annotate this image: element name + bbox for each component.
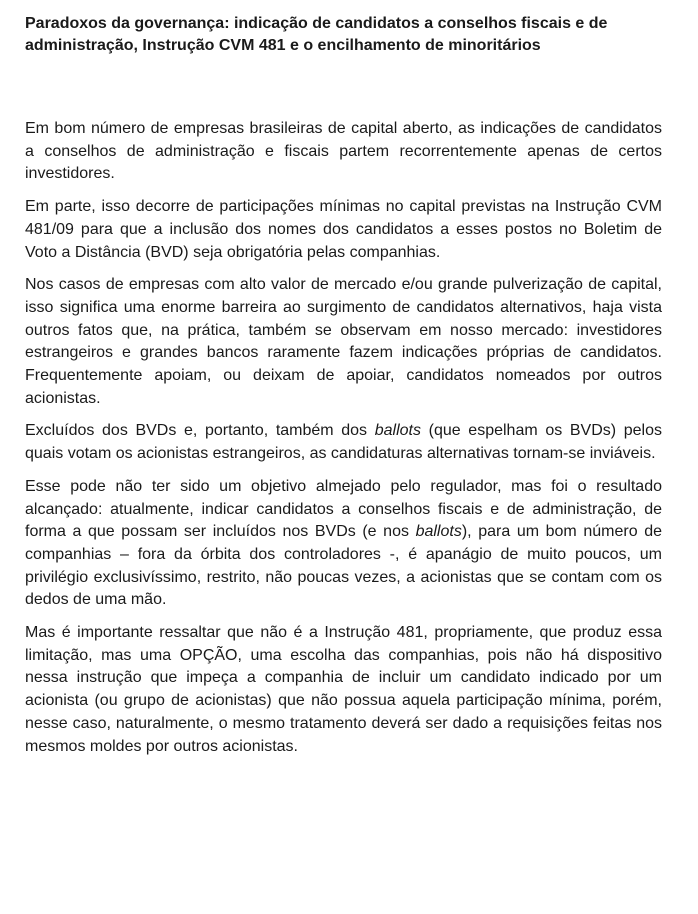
paragraph-6: Mas é importante ressaltar que não é a Instrução 481, propriamente, que produz essa limitação, mas uma OPÇÃO, uma escolha das companhias, pois não há dispositivo nessa instrução que impeça a companhia de incluir um candidato indicado por um acionista (ou grupo de acionistas) que não possua aquela participação mínima, porém, nesse caso, naturalmente, o mesmo tratamento deverá ser dado a requisições feitas nos mesmos moldes por outros acionistas.: [25, 624, 662, 755]
paragraph-1: Em bom número de empresas brasileiras de capital aberto, as indicações de candidatos a conselhos de administração e fiscais partem recorrentemente apenas de certos investidores.: [25, 120, 662, 183]
paragraph-3: Nos casos de empresas com alto valor de mercado e/ou grande pulverização de capital, isso significa uma enorme barreira ao surgimento de candidatos alternativos, haja vista outros fatos que, na prática, também se observam em nosso mercado: investidores estrangeiros e grandes bancos raramente fazem indicações próprias de candidatos. Frequentemente apoiam, ou deixam de apoiar, candidatos nomeados por outros acionistas.: [25, 276, 662, 407]
paragraph-4-italic-term: ballots: [374, 422, 421, 440]
paragraph-5-text-end: ), para um bom número de companhias – fora da órbita dos controladores -, é apanágio de muito poucos, um privilégio exclusivíssimo, restrito, não poucas vezes, a acionistas que se contam com os dedos de uma mão.: [25, 523, 663, 609]
document-title: Paradoxos da governança: indicação de candidatos a conselhos fiscais e de administração, Instrução CVM 481 e o encilhamento de minoritários: [25, 15, 608, 54]
paragraph-5: [25, 476, 662, 612]
paragraph-4: [25, 420, 662, 465]
paragraph-5-italic-term: ballots: [415, 523, 462, 541]
paragraph-4-text-start: Excluídos dos BVDs e, portanto, também dos: [25, 422, 375, 440]
document-page: [25, 13, 662, 768]
paragraph-2: Em parte, isso decorre de participações mínimas no capital previstas na Instrução CVM 481/09 para que a inclusão dos nomes dos candidatos a esses postos no Boletim de Voto a Distância (BVD) seja obrigatória pelas companhias.: [25, 198, 662, 261]
paragraph-4-text-end: (que espelham os BVDs) pelos quais votam os acionistas estrangeiros, as candidaturas alternativas tornam-se inviáveis.: [25, 422, 662, 463]
paragraph-5-text-start: Esse pode não ter sido um objetivo almejado pelo regulador, mas foi o resultado alcançado: atualmente, indicar candidatos a conselhos fiscais e de administração, de forma a que possam ser incluídos nos BVDs (e nos: [25, 477, 662, 541]
document-body: [25, 118, 662, 758]
